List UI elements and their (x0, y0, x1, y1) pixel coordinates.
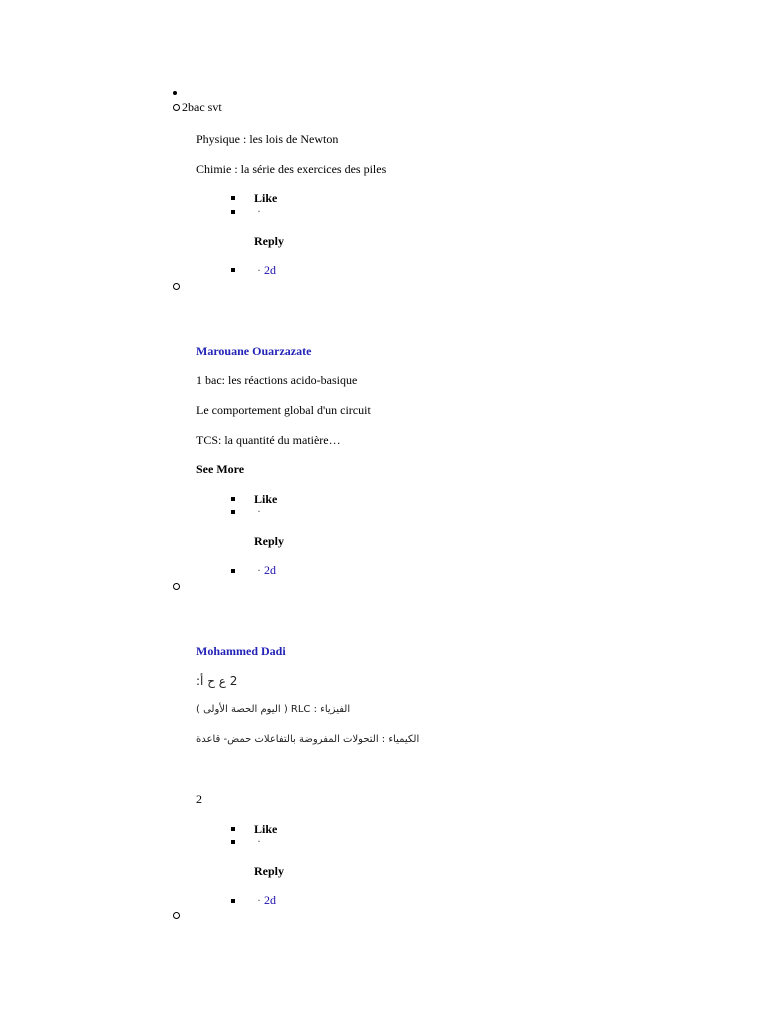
like-button[interactable]: Like (254, 191, 278, 205)
list-square-icon (231, 196, 235, 200)
comment-author-link[interactable]: Mohammed Dadi (196, 644, 286, 658)
comment-line: Chimie : la série des exercices des piles (196, 162, 387, 176)
comment-line: 2 ع ح أ: (196, 674, 238, 688)
comment-line: Physique : les lois de Newton (196, 132, 339, 146)
separator-dot: · (257, 504, 261, 518)
list-bullet-icon (173, 91, 177, 95)
comment-line: الفيزياء : RLC ( اليوم الحصة الأولى ) (196, 704, 351, 715)
reply-button[interactable]: Reply (254, 534, 284, 548)
timestamp-dot: · (257, 893, 261, 907)
timestamp (257, 893, 276, 907)
list-circle-icon (173, 912, 180, 919)
separator-dot: · (257, 834, 261, 848)
timestamp-link[interactable]: 2d (264, 263, 276, 277)
reply-button[interactable]: Reply (254, 234, 284, 248)
like-button[interactable]: Like (254, 822, 278, 836)
list-circle-icon (173, 583, 180, 590)
list-square-icon (231, 497, 235, 501)
timestamp-link[interactable]: 2d (264, 563, 276, 577)
list-circle-icon (173, 283, 180, 290)
comment-line: Le comportement global d'un circuit (196, 403, 371, 417)
see-more-button[interactable]: See More (196, 462, 245, 476)
list-square-icon (231, 210, 235, 214)
list-square-icon (231, 569, 235, 573)
timestamp (257, 563, 276, 577)
list-circle-icon (173, 104, 180, 111)
reply-button[interactable]: Reply (254, 864, 284, 878)
list-square-icon (231, 510, 235, 514)
comment-author-link[interactable]: Marouane Ouarzazate (196, 344, 312, 358)
comment-line: 1 bac: les réactions acido-basique (196, 373, 358, 387)
comment-line: TCS: la quantité du matière… (196, 433, 341, 447)
timestamp (257, 263, 276, 277)
like-button[interactable]: Like (254, 492, 278, 506)
separator-dot: · (257, 204, 261, 218)
comment-line: 2 (196, 792, 202, 806)
list-square-icon (231, 827, 235, 831)
list-square-icon (231, 268, 235, 272)
timestamp-dot: · (257, 563, 261, 577)
list-square-icon (231, 840, 235, 844)
list-square-icon (231, 899, 235, 903)
comment-line: الكيمياء : التحولات المفروضة بالتفاعلات حمض- قاعدة (196, 734, 420, 745)
comment-header-text: 2bac svt (182, 100, 222, 114)
timestamp-dot: · (257, 263, 261, 277)
timestamp-link[interactable]: 2d (264, 893, 276, 907)
